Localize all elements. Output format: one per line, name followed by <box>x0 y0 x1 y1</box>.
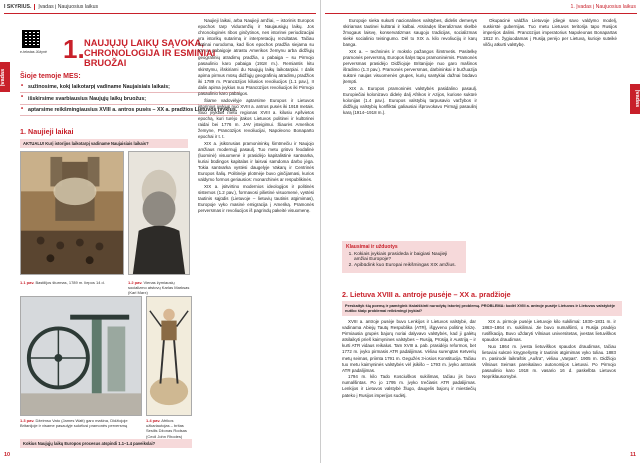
rhodes-cartoon <box>147 297 191 415</box>
text-column-3 <box>342 319 476 449</box>
figure-1-1-image <box>20 151 124 275</box>
figure-id: 1.4 pav. <box>146 418 161 423</box>
section-2-heading <box>342 290 511 299</box>
section-1-number: 1. <box>20 127 26 136</box>
page-number-right: 11 <box>630 452 636 458</box>
paragraph: Nuo 1864 m. įvesta lietuviškos spaudos draudimas, tačiau lietuviai sukūrė knygnešystę ir tautinis atgimimas vyko toliau. 1883 m. pasirodė laikraštis „Aušra“, vėliau „Varpas“. 1905 m. Didžiojo Vilniaus Seimas pareikalavo autonomijos Lietuvai. Po Pirmojo pasaulinio karo 1918 m. vasario 16 d. paskelbta Lietuvos Nepriklausomybė. <box>482 343 616 380</box>
section-1-heading <box>20 127 74 136</box>
steam-engine-photo <box>21 297 141 415</box>
paragraph: Okupacinė valdžia Lietuvoje įdiegė savo valdymo modelį, suskirstė gubernijas. Tuo metu Lietuvos teritorija tapo Rusijos imperijos dalimi. Prancūzijos imperatorius Napoleonas Bonapartas 1812 m. žygiuodamas į Rusiją perėjo per Lietuvą, kurioje suteikė vilčių atkurti valstybę. <box>483 18 617 48</box>
figure-text: Bastilijos šturmas, 1789 m. liepos 14 d. <box>35 280 105 285</box>
figure-1-1-caption <box>20 280 124 285</box>
figure-1-3-image <box>20 296 142 416</box>
chapter-number: 1. <box>63 34 85 64</box>
goal-item: • aptarsime reikšmingiausius XVIII a. antros pusės – XX a. pradžios Lietuvos įvykius. <box>20 105 240 116</box>
paragraph: 1794 m. kilo Tado Kosciuškos sukilimas, tačiau jis buvo numalšintas. Po jo 1795 m. įvyko trečiasis ATR padalijimas. Lenkijos ir Lietuvos valstybė žlugo, daugelis bajorų ir miestiečių pateko į Rusijos imperijos sudėtį. <box>342 374 476 398</box>
text-column-1 <box>198 18 314 298</box>
paragraph: XIX a. įsitvirtino modernios ideologijos ir politinės sistemos (1.2 pav.), formavosi pilietinė visuomenė, vystėsi tautinis sąjūdis (Lietuvoje – lietuvių tautinis atgimimas), Europoje vyko masinė emigracija į Ameriką. Pramonės perversmas ir revoliucijos iš pagrindų pakeitė visuomenę. <box>198 183 314 214</box>
qr-label: e-tekstas Jūžynė <box>20 50 47 54</box>
questions-box <box>342 241 466 273</box>
bastille-painting <box>21 152 123 274</box>
running-head <box>4 4 98 10</box>
paragraph: XVIII a. antroje pusėje buvo Lenkijos ir Lietuvos valstybė, dar vadinama Abiejų Tautų Respublika (ATR), išgyveno politinę krizę. Pirmiausia grupės bajorų noriai dalyvavo valstybės, kad ji galėtų atsilaikyti prieš kaimynines valstybes – Rusiją, Prūsiją ir Austriją – ir kurti ATR vidaus reikalus. Tam XVIII a. pab. prasidėjo reformos, bet 1772 m. įvyko pirmasis ATR padalijimas. Vėliau surengtas Ketverių metų seimas, priimta 1791 m. Gegužės 3-iosios Konstitucija. Tačiau tuo metu kaimyninės valstybės vėl įsikišo – 1793 m. įvyko antrasis ATR padalijimas. <box>342 319 476 373</box>
goals-heading: Šioje temoje MES: <box>20 73 81 80</box>
paragraph: XIX a. – techninės ir mokslo pažangos šimtmetis. Pasitelkę pramonės perversmą, Europos šalys tapo pramoninėmis. Pramonės perversmas prasidėjo Didžiojoje Britanijoje nuo garo mašinos išradimo (1.3 pav.). Pramonės perversmas, darbininkai ir buržuazija sukūrė naujas visuomenės grupes, kurių santykiai dažnai būdavo įtempti. <box>343 48 477 85</box>
figure-1-2-caption <box>128 280 192 296</box>
figure-text: Afrikos užkariautojas – britas Sesilis Džonas Rodsas (Cecil John Rhodes) <box>146 418 187 439</box>
question-item: 1. Kokiais įvykiais prasideda ir baigiasi Naujieji amžiai Europoje? <box>354 252 462 262</box>
running-head-right: 1. Įvadas į Naujuosius laikus <box>570 4 636 10</box>
side-tab: Įvadas <box>630 84 640 114</box>
figures-question: Kokius Naujųjų laikų Europos procesus atspindi 1.1–1.4 paveikslai? <box>20 439 192 448</box>
chapter-title: NAUJŲJŲ LAIKŲ SĄVOKA, CHRONOLOGIJA IR ESMINIAI BRUOŽAI <box>84 38 216 68</box>
marx-portrait <box>129 152 189 274</box>
questions-heading: Klausimai ir užduotys <box>346 244 398 250</box>
figure-1-2-image <box>128 151 190 275</box>
paragraph: Šiame vadovėlyje aptarsime Europos ir Lietuvos istorinius įvykius nuo XVIII a. antros pusės iki 1918 metais. Šiuo įvykiais metu regionas XVIII a. kilusiu Apšvietos epochą, kuri turėjo įtakos Lietuvos politinei ir kultūrinei raidai bei 1776 m. JAV įsteigimui. Šiaurės Amerikos žemyne, Prancūzijos revoliucijai, Napoleono Bonaparto epochai ir t. t. <box>198 97 314 140</box>
figure-1-3-caption <box>20 418 142 428</box>
text-column-2 <box>343 18 477 234</box>
figure-text: Džeimso Vato (James Watt) garo mašina, Didžiojoje Britanijoje ir visame pasaulyje sukėlusi pramonės perversmą <box>20 418 128 429</box>
section-2-title: Lietuva XVIII a. antroje pusėje – XX a. pradžioje <box>350 290 511 299</box>
figure-1-4-caption <box>146 418 194 439</box>
paragraph: Europoje sieka sukurti nacionalines valstybes, didelis demesys skiriamas tautinei kultūrai ir kalbai. Atsiradęs liberalizmas skelbė žmogaus laisvę, konservatizmas saugojo tradicijas, socializmas siekė socialinio teisingumo. Dėl to XIX a. kilo revoliucijų ir karų banga. <box>343 18 477 48</box>
paragraph: XIX a. pirmoje pusėje Lietuvoje kilo sukilimai: 1830–1831 m. ir 1863–1864 m. sukilimai. Jie buvo numalšinti, o Rusija pradėjo rusifikaciją. Buvo uždaryti Vilniaus universitetas, įvestas lietuviškos spaudos draudimas. <box>482 319 616 343</box>
actual-question: AKTUALU! Kurį istorijos laikotarpį vadiname Naujaisiais laikais? <box>20 139 188 148</box>
header-rule <box>4 13 316 14</box>
section-1-title: Naujieji laikai <box>28 127 74 136</box>
header-rule <box>325 13 637 14</box>
text-column-4 <box>482 319 616 449</box>
page-number-left: 10 <box>4 452 11 458</box>
goal-item: • išskirsime svarbiausius Naujųjų laikų bruožus; <box>20 93 240 104</box>
side-tab: Įvadas <box>0 62 10 92</box>
part-title: Įvadas į Naujuosius laikus <box>38 4 99 10</box>
figure-id: 1.3 pav. <box>20 418 35 423</box>
text-column-2b <box>483 18 617 286</box>
figure-id: 1.2 pav. <box>128 280 143 285</box>
paragraph: XIX a. įsikūrusias pramonininkų šimtmečiu ir Naujojo amžiaus modernųjį pasaulį. Tuo metu griūvo feodalinė (luominė) visuomenė ir prasidėjo kapitalistinė santvarka, kuriai būdingos kapitalas ir laisvai samdoma darbo jėga. Tokia santvarka vystėsi daugelyje Vakarų ir Centrinės Europos šalių. Politinėje plotmėje buvo ginčijamasi, kurios valdymo formos geriausios: monarchinės ar respublikinės. <box>198 140 314 183</box>
figure-text: Vienas žymiausių socializmo atstovų Karlas Marksas (Karl Marx) <box>128 280 190 296</box>
question-item: 2. Apibūdink kuo Europai reikšmingas XIX amžius. <box>354 263 462 268</box>
section-2-number: 2. <box>342 290 348 299</box>
figure-1-4-image <box>146 296 192 416</box>
qr-code-icon[interactable] <box>22 30 40 48</box>
goal-item: • sužinosime, kokį laikotarpį vadiname Naujaisiais laikais; <box>20 82 240 93</box>
paragraph: XIX a. Europos pramoninės valstybės pasidalino pasaulį. Europiečiai kolonizavo didelę dalį Afrikos ir Azijos, kuriose sukūrė kolonijas (1.4 pav.). Europos valstybių tarpusavio varžybos ir didžiųjų valstybių konfliktai galiausiai išprovokavo Pirmąjį pasaulinį karą (1914–1918 m.). <box>343 85 477 116</box>
questions-list <box>346 252 462 268</box>
divider <box>34 4 35 10</box>
part-label: I SKYRIUS. <box>4 4 32 10</box>
problem-box: Perskaityk šią poemą ir pamėgink išsiaiškinti nurodytų istorinį problemą. PROBLEMA: kodėl XVIII a. antroje pusėje Lietuvos ir Lietuvos valstybėje nutiko šiaip problemai reikšmingi įvykiai? <box>342 301 622 316</box>
figure-id: 1.1 pav. <box>20 280 35 285</box>
paragraph: Naujieji laikai, arba Naujieji amžiai, – istorinis Europos epochos tarp Viduramžių ir Naujausiųjų laikų. Jos chronologinės ribos ginčytinos, nes istorinei periodizacijai yra istorikų sutarimą ir interpretacijų rezultatas. Tačiau būtinai nurodoma, kad šios epochos pradžia siejama su XV a. pabaigoje atrastu Amerikos žemynu arba didžiųjų geografinių atradimų pradžia, o pabaiga – su Pirmojo pasaulinio karo pabaiga (1918 m.). Remiantis kitu skirstymu, išskiriami du Naujųjų laikų laikotarpiai. I dalis apima pirmus mūsų didžiųjų geografinių atradimų pradžios iki 1789 m. Prancūzijos kilusios revoliucijos (1.1 pav.), II dalis apima įvykius nuo Prancūzijos revoliucijos iki Pirmojo pasaulinio karo pabaigos. <box>198 18 314 97</box>
